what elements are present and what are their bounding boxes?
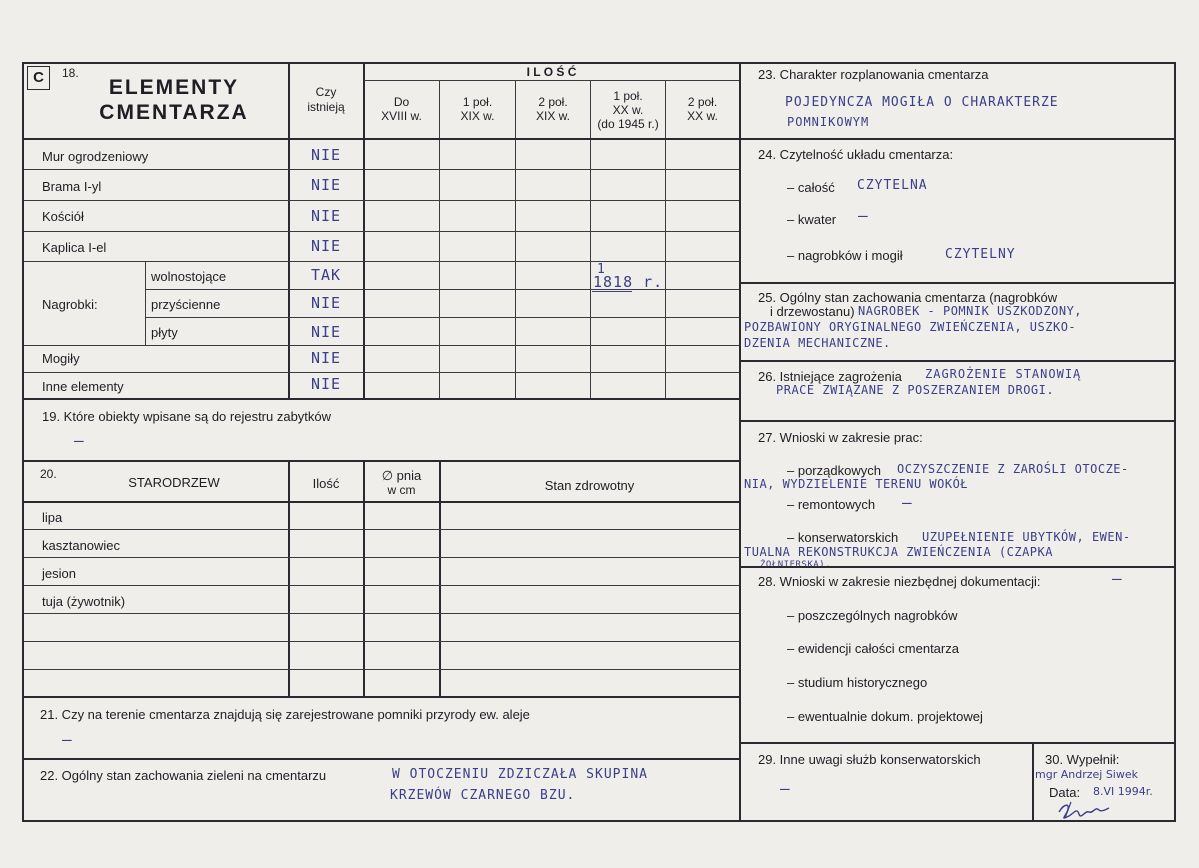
section-line [24, 398, 739, 400]
s24-kwater-label: – kwater [787, 212, 837, 227]
s26-label: 26. Istniejące zagrożenia [758, 369, 902, 384]
s27-rem-label: – remontowych [787, 497, 876, 512]
s27-label: 27. Wnioski w zakresie prac: [758, 430, 923, 445]
s18-title-line1: ELEMENTY [108, 76, 240, 99]
s18-col-line [515, 81, 516, 398]
s24-kwater-value: — [858, 206, 869, 225]
section-line [741, 282, 1176, 284]
tree-kasztanowiec: kasztanowiec [42, 538, 121, 553]
s27-kons-value-line2: TUALNA REKONSTRUKCJA ZWIEŃCZENIA (CZAPKA [744, 545, 1053, 559]
col-header-l1: 2 poł. [538, 95, 568, 109]
s20-ilosc-header: Ilość [312, 476, 340, 491]
s20-pnia-l2: w cm [387, 483, 416, 497]
s21-value: — [62, 730, 73, 749]
row-label-mur: Mur ogrodzeniowy [42, 149, 149, 164]
col-header-l2: XIX w. [460, 109, 495, 123]
row-label-inne: Inne elementy [42, 379, 124, 394]
s20-col-line [288, 462, 290, 696]
s30-label: 30. Wypełnił: [1045, 752, 1120, 767]
nagrobki-divider [145, 261, 146, 345]
row-label-nagrobki: Nagrobki: [42, 297, 98, 312]
s30-name: mgr Andrzej Siwek [1035, 768, 1138, 781]
section-line [741, 566, 1176, 568]
ilosc-underline [364, 80, 739, 81]
row-line [24, 261, 739, 262]
col-header-l1: 1 poł. [462, 95, 493, 109]
value-brama: NIE [310, 176, 342, 194]
s29-value: — [780, 779, 791, 798]
s25-value-line1: NAGROBEK - POMNIK USZKODZONY, [858, 304, 1083, 318]
year-underline [592, 291, 632, 292]
s27-kons-value-line1: UZUPEŁNIENIE UBYTKÓW, EWEN- [922, 530, 1131, 544]
s19-label: 19. Które obiekty wpisane są do rejestru zabytków [42, 409, 332, 424]
s24-calosc-label: – całość [787, 180, 835, 195]
s29-label: 29. Inne uwagi służb konserwatorskich [758, 752, 981, 767]
value-wolnostojace: TAK [310, 266, 342, 284]
s27-porz-value-line2: NIA, WYDZIELENIE TERENU WOKÓŁ [744, 477, 969, 491]
s23-value-line2: POMNIKOWYM [787, 115, 870, 129]
value-inne: NIE [310, 375, 342, 393]
s25-value-line2: POZBAWIONY ORYGINALNEGO ZWIEŃCZENIA, USZKO- [744, 320, 1077, 334]
section-line [741, 420, 1176, 422]
s27-porz-label: – porządkowych [787, 463, 881, 478]
s30-date: 8.VI 1994r. [1093, 785, 1153, 798]
row-label-kosciol: Kościół [42, 209, 84, 224]
s25-value-line3: DZENIA MECHANICZNE. [744, 336, 891, 350]
row-line [24, 200, 739, 201]
czy-header-l1: Czy [315, 85, 337, 99]
row-line [145, 317, 739, 318]
s20-pnia-l1: ∅ pnia [381, 468, 422, 483]
s18-col-line [439, 81, 440, 398]
s28-label: 28. Wnioski w zakresie niezbędnej dokumentacji: [758, 574, 1041, 589]
row-line [24, 529, 739, 530]
row-line [24, 585, 739, 586]
s30-data-label: Data: [1049, 785, 1081, 800]
s28-item-nagrobkow: – poszczególnych nagrobków [787, 608, 958, 623]
s27-kons-label: – konserwatorskich [787, 530, 899, 545]
row-line [24, 372, 739, 373]
s25-label-line2: i drzewostanu) [770, 304, 855, 319]
s22-label: 22. Ogólny stan zachowania zieleni na cmentarzu [40, 768, 327, 783]
s23-label: 23. Charakter rozplanowania cmentarza [758, 67, 989, 82]
section-line [741, 138, 1176, 140]
row-line [24, 669, 739, 670]
col-header-l1: 2 poł. [687, 95, 718, 109]
row-line [24, 501, 739, 503]
wolnostojace-year: 1818 r. [593, 273, 664, 291]
s20-number: 20. [40, 467, 57, 481]
s24-label: 24. Czytelność układu cmentarza: [758, 147, 954, 162]
row-line [24, 138, 739, 140]
center-divider [739, 62, 741, 822]
row-line [24, 231, 739, 232]
col-header-l2: XIX w. [535, 109, 570, 123]
value-plyty: NIE [310, 323, 342, 341]
value-mogily: NIE [310, 349, 342, 367]
s30-divider [1032, 742, 1034, 822]
s26-value-line1: ZAGROŻENIE STANOWIĄ [925, 367, 1082, 381]
row-line [24, 641, 739, 642]
row-line [24, 613, 739, 614]
s27-kons-value-line3: ŻOŁNIERSKA). [760, 560, 832, 570]
value-kaplica: NIE [310, 237, 342, 255]
s20-col-line [363, 462, 365, 696]
row-line [24, 169, 739, 170]
s27-porz-value-line1: OCZYSZCZENIE Z ZAROŚLI OTOCZE- [897, 462, 1129, 476]
section-line [741, 742, 1176, 744]
col-header-l2: XX w. [612, 103, 644, 117]
col-header-l2: XX w. [687, 109, 718, 123]
value-kosciol: NIE [310, 207, 342, 225]
s26-value-line2: PRACE ZWIĄZANE Z POSZERZANIEM DROGI. [776, 383, 1055, 397]
row-label-mogily: Mogiły [42, 351, 80, 366]
s21-label: 21. Czy na terenie cmentarza znajdują się zarejestrowane pomniki przyrody ew. aleje [40, 707, 530, 722]
s25-label-line1: 25. Ogólny stan zachowania cmentarza (nagrobków [758, 290, 1058, 305]
s20-title: STARODRZEW [128, 475, 220, 490]
s18-col-line [665, 81, 666, 398]
ilosc-header: I L O Ś Ć [526, 65, 577, 79]
s24-nagr-value: CZYTELNY [945, 247, 1016, 262]
s20-col-line [439, 462, 441, 696]
section-line [24, 758, 739, 760]
s27-rem-value: — [902, 493, 913, 512]
col-header-l1: Do [393, 95, 410, 109]
row-label-plyty: płyty [151, 325, 178, 340]
czy-header-l2: istnieją [307, 100, 345, 114]
section-line [24, 696, 739, 698]
s24-nagr-label: – nagrobków i mogił [787, 248, 903, 263]
tree-lipa: lipa [42, 510, 63, 525]
section-line [24, 460, 739, 462]
wolnostojace-count: 1 [597, 262, 606, 277]
s23-value-line1: POJEDYNCZA MOGIŁA O CHARAKTERZE [785, 95, 1059, 110]
tree-tuja: tuja (żywotnik) [42, 594, 126, 609]
s22-value-line2: KRZEWÓW CZARNEGO BZU. [390, 788, 576, 803]
s18-title-line2: CMENTARZA [99, 101, 249, 124]
col-header-l1: 1 poł. [613, 89, 643, 103]
row-label-przyscienne: przyścienne [151, 297, 221, 312]
signature-mark [1055, 798, 1115, 824]
s19-value: — [74, 431, 85, 450]
tree-jesion: jesion [42, 566, 76, 581]
row-label-wolnostojace: wolnostojące [151, 269, 227, 284]
s22-value-line1: W OTOCZENIU ZDZICZAŁA SKUPINA [392, 767, 648, 782]
s20-stan-header: Stan zdrowotny [544, 478, 635, 493]
row-line [24, 557, 739, 558]
row-label-brama: Brama I-yl [42, 179, 102, 194]
s28-item-studium: – studium historycznego [787, 675, 928, 690]
row-line [24, 345, 739, 346]
s28-value: — [1112, 569, 1123, 588]
s28-item-ewidencji: – ewidencji całości cmentarza [787, 641, 959, 656]
s24-calosc-value: CZYTELNA [857, 178, 928, 193]
value-mur: NIE [310, 146, 342, 164]
col-header-l3: (do 1945 r.) [597, 117, 659, 131]
col-header-l2: XVIII w. [381, 109, 422, 123]
value-przyscienne: NIE [310, 294, 342, 312]
row-label-kaplica: Kaplica I-el [42, 240, 107, 255]
s18-number: 18. [62, 66, 79, 80]
section-c-letter: C [33, 69, 44, 86]
s28-item-projekt: – ewentualnie dokum. projektowej [787, 709, 983, 724]
section-line [741, 360, 1176, 362]
